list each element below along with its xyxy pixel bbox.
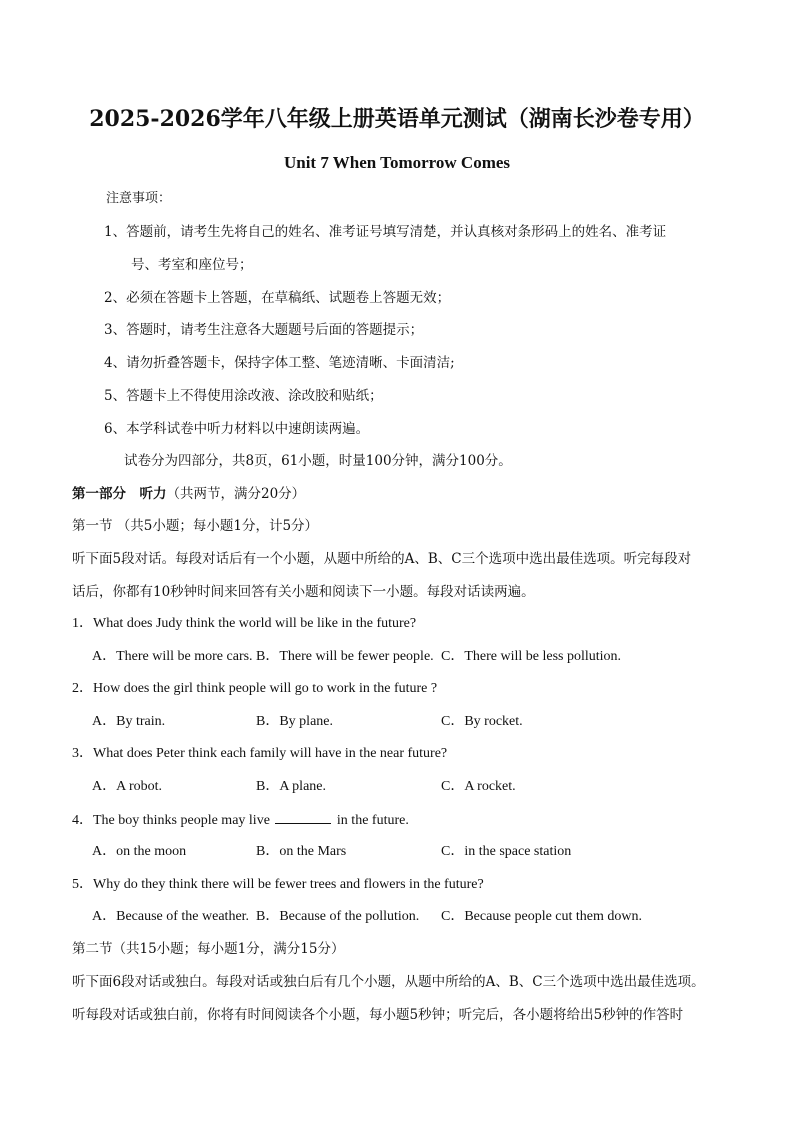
question-1-option-a: A．There will be more cars. xyxy=(92,649,253,664)
notice-item-1b: 号、考室和座位号； xyxy=(131,257,253,273)
question-4-option-a: A．on the moon xyxy=(92,844,187,859)
part1-heading-line xyxy=(72,485,305,503)
exam-title: 2025-2026学年八年级上册英语单元测试（湖南长沙卷专用） xyxy=(89,106,705,132)
question-4-stem-post: in the future. xyxy=(336,813,409,828)
answer-blank xyxy=(275,811,331,824)
notice-item-6: 6、本学科试卷中听力材料以中速朗读两遍。 xyxy=(104,421,370,437)
question-2-option-b: B．By plane. xyxy=(256,714,333,729)
notice-item-3: 3、答题时，请考生注意各大题题号后面的答题提示； xyxy=(104,322,424,338)
question-4-stem xyxy=(72,811,409,830)
section1-heading: 第一节 （共5小题；每小题1分，计5分） xyxy=(72,518,319,534)
question-5-option-a: A．Because of the weather. xyxy=(92,909,250,924)
question-3-option-a: A．A robot. xyxy=(92,779,162,794)
question-4-stem-pre: 4．The boy thinks people may live xyxy=(72,813,270,828)
part1-heading-note: （共两节，满分20分） xyxy=(166,486,306,502)
notice-item-5: 5、答题卡上不得使用涂改液、涂改胶和贴纸； xyxy=(104,388,383,404)
section2-instructions-b: 听每段对话或独白前，你将有时间阅读各个小题，每小题5秒钟；听完后，各小题将给出5秒钟的作答时 xyxy=(72,1007,684,1023)
question-1-option-b: B．There will be fewer people. xyxy=(256,649,434,664)
question-2-stem: 2．How does the girl think people will go to work in the future ? xyxy=(72,681,438,696)
section2-instructions-a: 听下面6段对话或独白。每段对话或独白后有几个小题，从题中所给的A、B、C三个选项中选出最佳选项。 xyxy=(72,974,705,990)
notice-item-4: 4、请勿折叠答题卡，保持字体工整、笔迹清晰、卡面清洁; xyxy=(104,355,455,371)
question-1-stem: 1．What does Judy think the world will be like in the future? xyxy=(72,616,417,631)
notice-item-2: 2、必须在答题卡上答题，在草稿纸、试题卷上答题无效； xyxy=(104,290,451,306)
question-5-stem: 5．Why do they think there will be fewer trees and flowers in the future? xyxy=(72,877,484,892)
part1-heading: 第一部分 听力 xyxy=(72,486,167,502)
notice-item-1a: 1、答题前，请考生先将自己的姓名、准考证号填写清楚，并认真核对条形码上的姓名、准考证 xyxy=(104,224,667,240)
exam-subtitle: Unit 7 When Tomorrow Comes xyxy=(283,153,511,172)
exam-summary: 试卷分为四部分，共8页，61小题，时量100分钟，满分100分。 xyxy=(124,453,512,469)
section1-instructions-a: 听下面5段对话。每段对话后有一个小题，从题中所给的A、B、C三个选项中选出最佳选项。听完每段对 xyxy=(72,551,692,567)
section1-instructions-b: 话后，你都有10秒钟时间来回答有关小题和阅读下一小题。每段对话读两遍。 xyxy=(72,584,535,600)
question-1-option-c: C．There will be less pollution. xyxy=(441,649,622,664)
section2-heading: 第二节（共15小题；每小题1分，满分15分） xyxy=(72,941,345,957)
question-2-option-a: A．By train. xyxy=(92,714,166,729)
question-3-stem: 3．What does Peter think each family will have in the near future? xyxy=(72,746,448,761)
question-2-option-c: C．By rocket. xyxy=(441,714,523,729)
question-3-option-b: B．A plane. xyxy=(256,779,326,794)
question-4-option-b: B．on the Mars xyxy=(256,844,347,859)
question-5-option-c: C．Because people cut them down. xyxy=(441,909,643,924)
question-4-option-c: C．in the space station xyxy=(441,844,572,859)
question-5-option-b: B．Because of the pollution. xyxy=(256,909,420,924)
question-3-option-c: C．A rocket. xyxy=(441,779,516,794)
notice-heading: 注意事项： xyxy=(106,191,172,206)
